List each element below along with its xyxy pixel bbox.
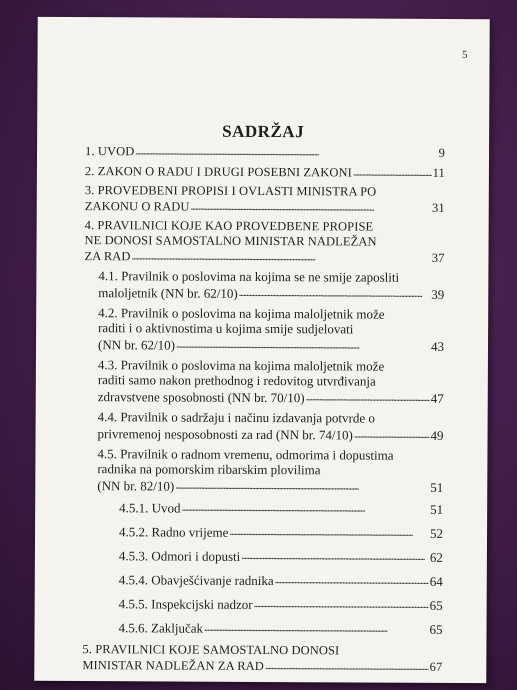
toc-entry-text: MINISTAR NADLEŽAN ZA RAD (82, 658, 264, 674)
toc-entry-text: 1. UVOD (85, 144, 135, 159)
toc-entry (98, 409, 444, 443)
toc-entry-text: (NN br. 82/10) (97, 478, 175, 494)
toc-entry-page: 49 (430, 427, 444, 443)
toc-entry-text-line: 4.4. Pravilnik o sadržaju i načinu izdavanja potvrde o (97, 409, 375, 426)
toc-entry (85, 183, 445, 216)
dot-leader (190, 199, 431, 216)
toc-entry-text: (NN br. 62/10) (97, 337, 175, 353)
dot-leader (176, 336, 430, 354)
dot-leader (241, 547, 429, 565)
page-number: 5 (462, 49, 468, 62)
table-of-contents (82, 143, 445, 679)
dot-leader (265, 658, 429, 675)
toc-entry-text: privremenoj nesposobnosti za rad (NN br. 74/10) (97, 426, 353, 443)
toc-entry-text-line: radnika na pomorskim ribarskim plovilima (97, 461, 321, 478)
toc-entry-text: 2. ZAKON O RADU I DRUGI POSEBNI ZAKONI (84, 164, 352, 180)
toc-entry-text: zdravstvene sposobnosti (NN br. 70/10) (97, 389, 305, 406)
dot-leader (239, 284, 431, 302)
toc-entry-text: 4.5.1. Uvod (119, 500, 181, 516)
dot-leader (275, 571, 429, 589)
dot-leader (354, 425, 430, 442)
toc-entry-text-line: raditi i o aktivnostima u kojima smije sudjelovati (98, 320, 354, 337)
toc-entry-page: 31 (432, 200, 445, 215)
toc-entry-text-line: 5. PRAVILNICI KOJE SAMOSTALNO DONOSI (82, 642, 340, 658)
book-page (34, 17, 489, 683)
toc-entry (85, 163, 445, 181)
toc-entry-page: 64 (429, 573, 443, 589)
toc-entry (98, 268, 444, 302)
toc-entry-page: 37 (431, 250, 445, 265)
toc-entry-page: 65 (429, 621, 443, 637)
toc-entry-text-line: NE DONOSI SAMOSTALNO MINISTAR NADLEŽAN (84, 233, 377, 249)
toc-entry-page: 67 (429, 659, 443, 674)
toc-entry (119, 522, 443, 541)
toc-entry-page: 62 (429, 549, 443, 565)
toc-entry (119, 594, 443, 613)
toc-entry-text: 4.5.3. Odmori i dopusti (118, 548, 241, 564)
toc-entry-text: ZA RAD (84, 249, 131, 264)
dot-leader (204, 619, 429, 637)
toc-entry-text-line: 3. PROVEDBENI PROPISI I OVLASTI MINISTRA PO (84, 183, 377, 199)
dot-leader (175, 477, 429, 495)
dot-leader (254, 595, 429, 613)
toc-entry (85, 143, 445, 161)
toc-entry-page: 65 (429, 597, 443, 613)
toc-entry (82, 642, 442, 675)
toc-entry (119, 498, 443, 517)
dot-leader (306, 388, 430, 406)
toc-entry-text-line: 4.5. Pravilnik o radnom vremenu, odmorima i dopustima (97, 446, 394, 463)
toc-entry-page: 11 (432, 165, 445, 180)
toc-entry (84, 218, 444, 266)
toc-entry (98, 357, 444, 406)
toc-entry-page: 43 (430, 338, 445, 354)
toc-entry-page: 51 (430, 479, 444, 495)
toc-entry-text: 4.5.4. Obavješćivanje radnika (118, 572, 274, 589)
dot-leader (182, 499, 430, 517)
toc-entry-text: ZAKONU O RADU (84, 199, 190, 214)
toc-entry-text: 4.5.6. Zaključak (118, 620, 204, 636)
toc-entry-text-line: 4. PRAVILNICI KOJE KAO PROVEDBENE PROPISE (84, 218, 374, 234)
dot-leader (132, 248, 431, 266)
toc-entry-text-line: 4.1. Pravilnik o poslovima na kojima se ne smije zaposliti (98, 268, 400, 285)
toc-entry (119, 546, 443, 565)
toc-title: SADRŽAJ (222, 121, 305, 142)
toc-entry (119, 618, 443, 637)
toc-entry-page: 47 (430, 390, 444, 406)
toc-entry-text: maloljetnik (NN br. 62/10) (98, 285, 238, 301)
toc-entry-text-line: raditi samo nakon prethodnog i redovitog utvrđivanja (97, 372, 376, 389)
toc-entry-text: 4.5.5. Inspekcijski nadzor (118, 596, 253, 612)
toc-entry-page: 9 (438, 145, 446, 160)
toc-entry-page: 52 (430, 525, 444, 541)
toc-entry (119, 570, 443, 589)
dot-leader (229, 523, 429, 541)
dot-leader (353, 164, 432, 180)
toc-entry-page: 39 (431, 286, 445, 302)
toc-entry (98, 305, 444, 354)
dot-leader (135, 143, 437, 161)
toc-entry-text-line: 4.3. Pravilnik o poslovima na kojima maloljetnik može (97, 357, 385, 374)
toc-entry-text: 4.5.2. Radno vrijeme (119, 524, 229, 540)
toc-entry-page: 51 (430, 501, 444, 517)
toc-entry-text-line: 4.2. Pravilnik o poslovima na kojima maloljetnik može (98, 305, 385, 322)
toc-entry (97, 446, 443, 495)
